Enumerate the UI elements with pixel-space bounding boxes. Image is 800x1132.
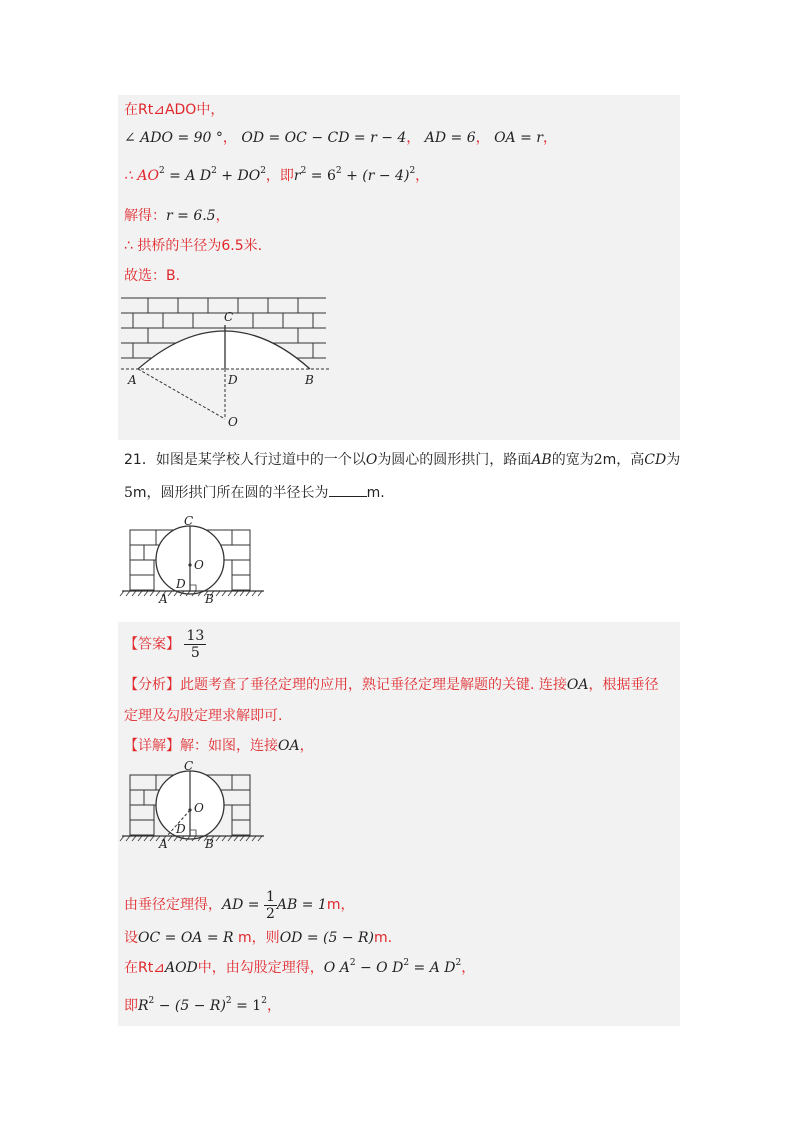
question-21-line-2: 5m，圆形拱门所在圆的半径长为 m. (124, 482, 385, 503)
step-4-line: 即$R^2 - (5 - R)^2 = 1^2$， (124, 996, 281, 1014)
step-1-line: 由垂径定理得，AD = $\frac{1}{2}$ AB = 1m， (124, 888, 355, 922)
round-arch-figure-with-oa (118, 760, 268, 852)
analysis-line-1: 【分析】此题考查了垂径定理的应用，熟记垂径定理是解题的关键. 连接OA，根据垂径 (124, 677, 659, 693)
prev-line-3: ∴ $AO^2 = A$ $D^2 + DO^2$，即$r^2 = 6^2 + (r - 4)^2$， (124, 166, 430, 184)
label-d: D (176, 577, 186, 591)
label-o: O (228, 415, 238, 429)
detail-line: 【详解】解：如图，连接OA， (124, 738, 314, 754)
label-b: B (205, 837, 214, 851)
label-a: A (159, 837, 168, 851)
question-21-line-1: 21．如图是某学校人行过道中的一个以O为圆心的圆形拱门，路面AB的宽为2m，高CD为 (124, 452, 681, 468)
arch-bridge-figure (118, 295, 338, 435)
label-b: B (205, 592, 214, 606)
prev-line-1: 在Rt⊿ADO中， (124, 102, 225, 118)
analysis-line-2: 定理及勾股定理求解即可. (124, 708, 283, 724)
answer-blank[interactable] (329, 482, 367, 497)
label-a: A (128, 373, 137, 387)
label-d: D (176, 822, 186, 836)
half-fraction: $\frac{1}{2}$ (265, 888, 275, 922)
prev-line-2: ∠ ADO = 90 °， OD = OC − CD = r − 4， AD = 6， OA = r， (124, 130, 557, 146)
label-c: C (184, 515, 194, 528)
answer-fraction: $\frac{13}{5}$ (186, 628, 205, 661)
label-c: C (224, 310, 234, 324)
prev-line-5: ∴ 拱桥的半径为6.5米. (124, 238, 263, 254)
step-2-line: 设OC = OA = R m，则OD = (5 − R)m. (124, 930, 393, 946)
label-d: D (228, 373, 238, 387)
label-c: C (184, 760, 194, 773)
prev-line-6: 故选：B. (124, 268, 181, 284)
prev-line-4: 解得：r = 6.5， (124, 208, 230, 224)
round-arch-figure (118, 515, 268, 607)
label-o: O (194, 801, 204, 815)
answer-line: 【答案】 $\frac{13}{5}$ (124, 628, 205, 661)
label-a: A (159, 592, 168, 606)
label-b: B (305, 373, 314, 387)
step-3-line: 在Rt⊿AOD中，由勾股定理得，O $A^2 - O$ $D^2 = A$ $D^2$， (124, 958, 476, 976)
arch-curve (138, 331, 310, 369)
label-o: O (194, 558, 204, 572)
